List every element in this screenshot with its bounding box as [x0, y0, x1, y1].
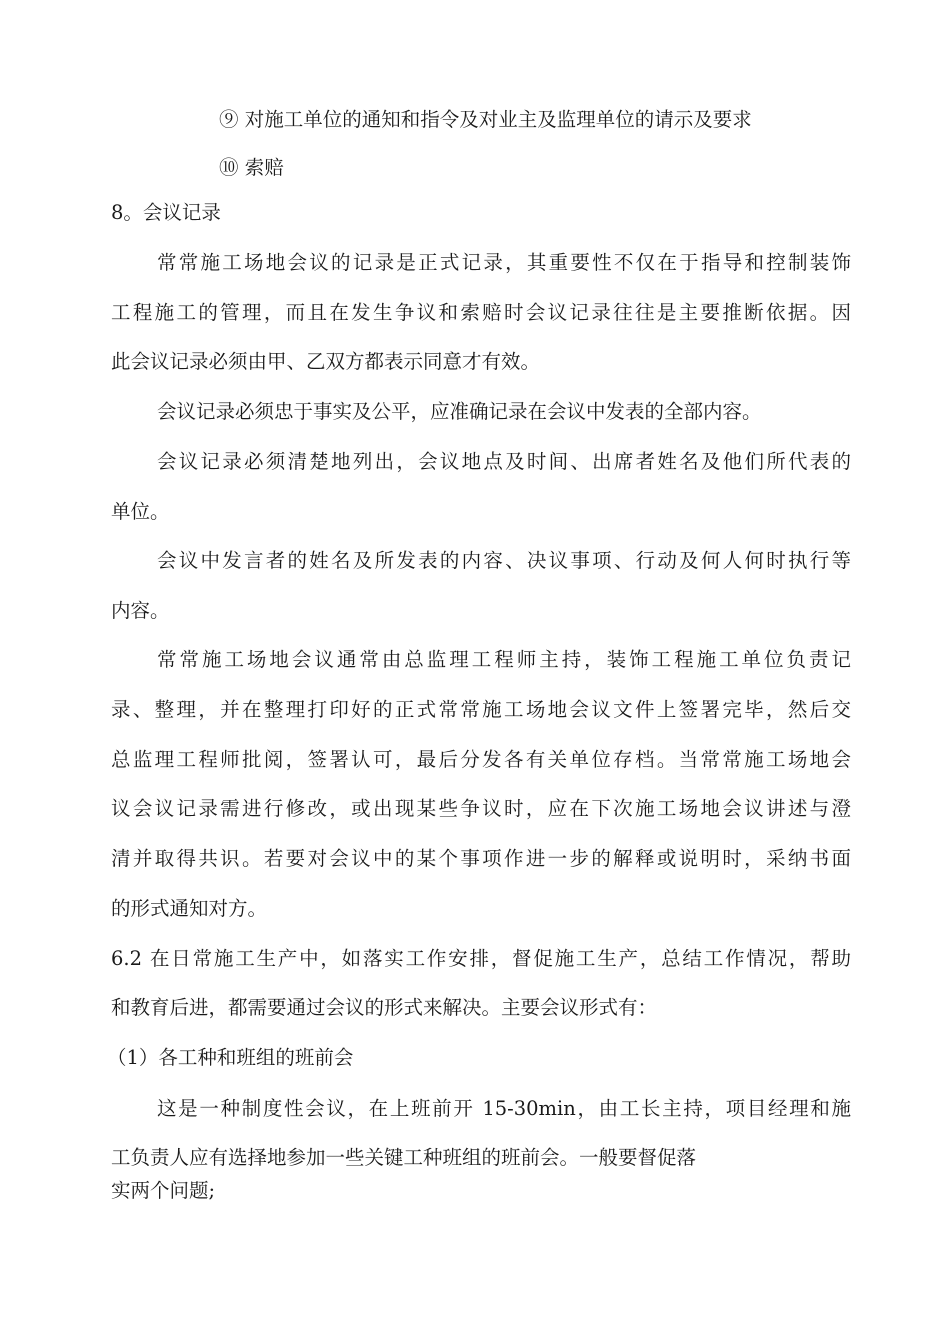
- paragraph-line: 工程施工的管理，而且在发生争议和索赔时会议记录往往是主要推断依据。因: [111, 301, 851, 324]
- paragraph-line: 和教育后进，都需要通过会议的形式来解决。主要会议形式有：: [111, 996, 658, 1019]
- paragraph-line: 内容。: [111, 599, 170, 622]
- paragraph-line: 会议记录必须忠于事实及公平，应准确记录在会议中发表的全部内容。: [157, 400, 762, 423]
- paragraph-line: 常常施工场地会议通常由总监理工程师主持，装饰工程施工单位负责记: [157, 648, 851, 671]
- sub-heading: （1）各工种和班组的班前会: [107, 1046, 354, 1069]
- paragraph-line: 总监理工程师批阅，签署认可，最后分发各有关单位存档。当常常施工场地会: [111, 748, 851, 771]
- paragraph-line: 议会议记录需进行修改，或出现某些争议时，应在下次施工场地会议讲述与澄: [111, 797, 851, 820]
- paragraph-line: 会议中发言者的姓名及所发表的内容、决议事项、行动及何人何时执行等: [157, 549, 851, 572]
- paragraph-line: 会议记录必须清楚地列出，会议地点及时间、出席者姓名及他们所代表的: [157, 450, 851, 473]
- paragraph-line: 6.2 在日常施工生产中，如落实工作安排，督促施工生产，总结工作情况，帮助: [111, 947, 851, 970]
- paragraph-line: 这是一种制度性会议，在上班前开 15-30min，由工长主持，项目经理和施: [157, 1097, 851, 1120]
- list-item-9: ⑨ 对施工单位的通知和指令及对业主及监理单位的请示及要求: [219, 108, 752, 131]
- paragraph-line: 的形式通知对方。: [111, 897, 268, 920]
- section-heading: 8。会议记录: [111, 201, 221, 224]
- list-item-10: ⑩ 索赔: [219, 156, 284, 179]
- paragraph-line: 此会议记录必须由甲、乙双方都表示同意才有效。: [111, 350, 541, 373]
- paragraph-line: 录、整理，并在整理打印好的正式常常施工场地会议文件上签署完毕，然后交: [111, 698, 851, 721]
- paragraph-line: 清并取得共识。若要对会议中的某个事项作进一步的解释或说明时，采纳书面: [111, 847, 851, 870]
- paragraph-line: 单位。: [111, 500, 170, 523]
- paragraph-line: 工负责人应有选择地参加一些关键工种班组的班前会。一般要督促落: [111, 1146, 697, 1169]
- paragraph-line: 常常施工场地会议的记录是正式记录，其重要性不仅在于指导和控制装饰: [157, 251, 851, 274]
- paragraph-line: 实两个问题;: [111, 1179, 216, 1202]
